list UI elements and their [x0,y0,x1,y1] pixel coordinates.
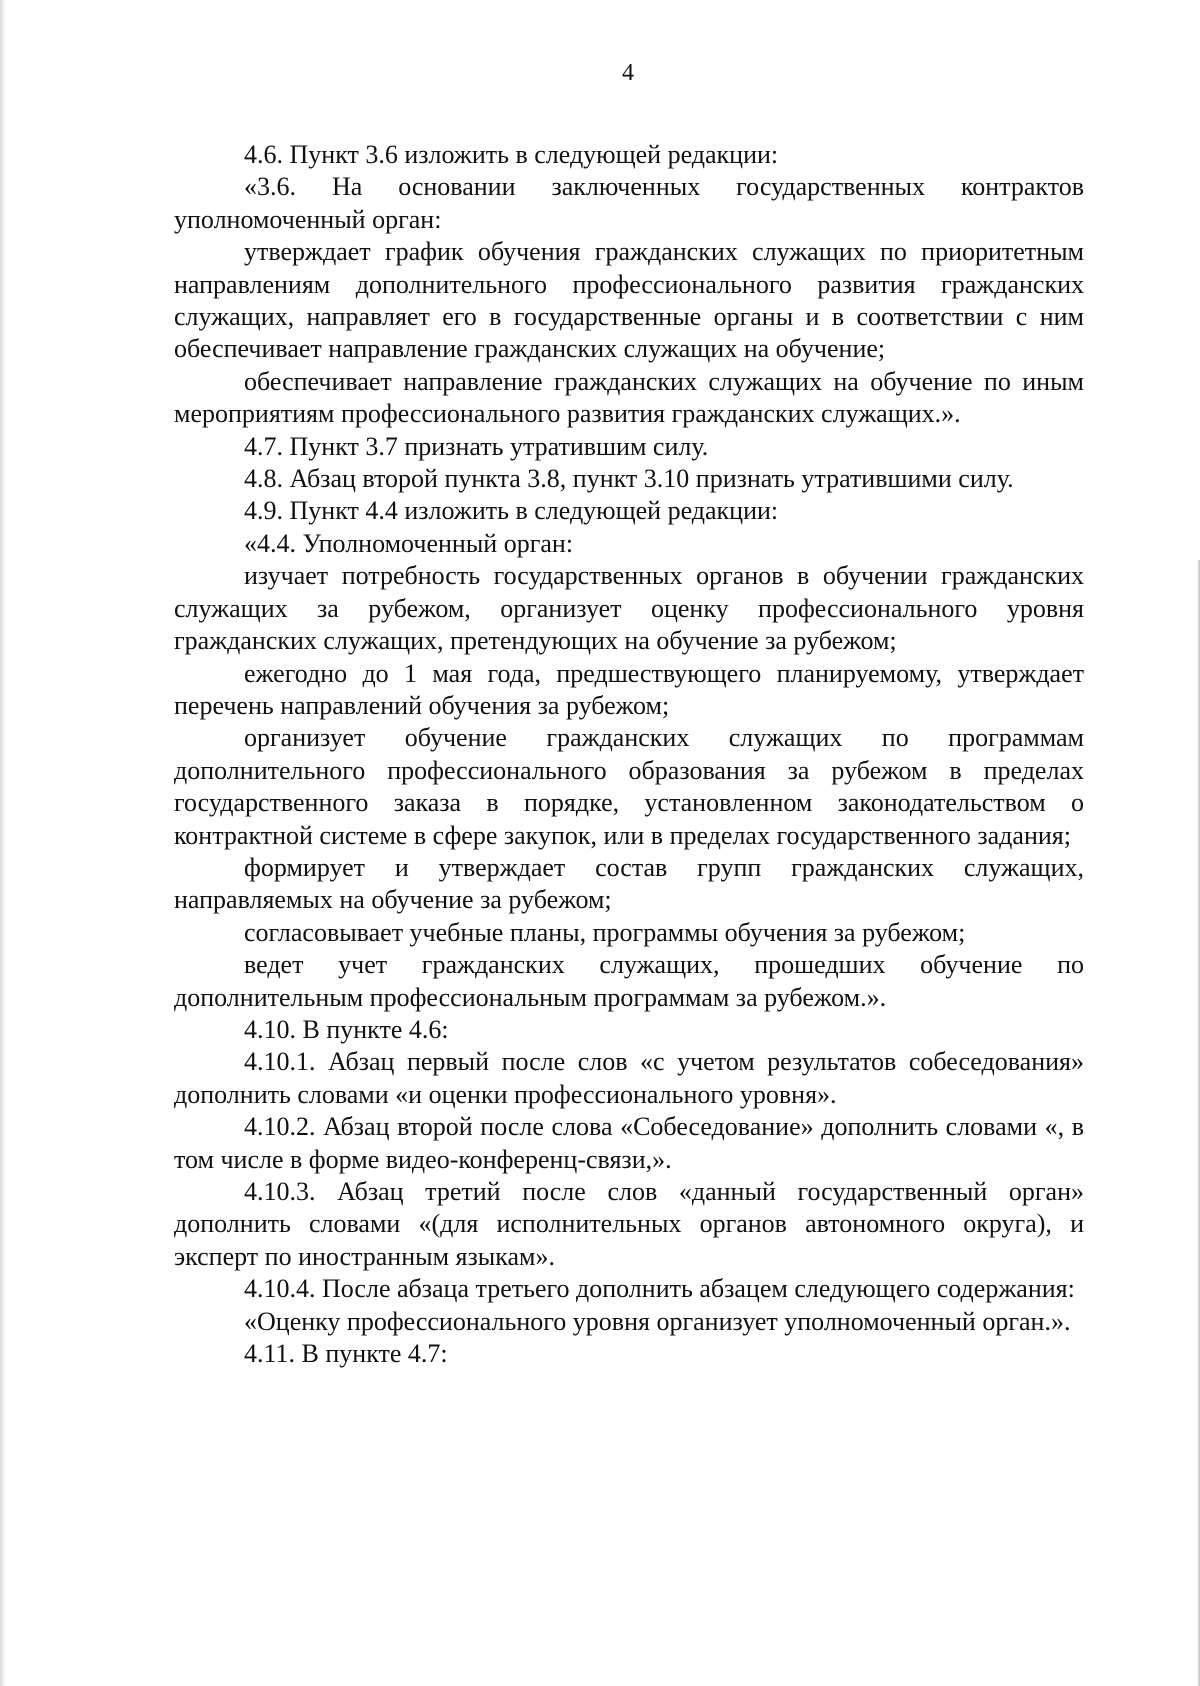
paragraph-4-11: 4.11. В пункте 4.7: [244,1339,448,1369]
document-body [174,139,1084,1370]
paragraph-4-10: 4.10. В пункте 4.6: [244,1014,449,1044]
scan-edge-left [0,0,6,1686]
paragraph-4-8: 4.8. Абзац второй пункта 3.8, пункт 3.10 признать утратившими силу. [244,464,1014,494]
paragraph-assessment-quote: «Оценку профессионального уровня организует уполномоченный орган.». [244,1306,1071,1336]
paragraph-4-4-quote: «4.4. Уполномоченный орган: [244,528,574,558]
paragraph-studies-need: изучает потребность государственных органов в обучении гражданских служащих за рубежом, организует оценку профессионального уровня гражданских служащих, претендующих на обучение за рубежом; [174,561,1084,656]
paragraph-ensures-referral: обеспечивает направление гражданских служащих на обучение по иным мероприятиям профессионального развития гражданских служащих.». [174,366,1084,429]
paragraph-organizes-training: организует обучение гражданских служащих по программам дополнительного профессионального образования за рубежом в пределах государственного заказа в порядке, установленном законодательством о контрактной системе в сфере закупок, или в пределах государственного задания; [174,723,1084,850]
paragraph-4-9: 4.9. Пункт 4.4 изложить в следующей редакции: [244,496,779,526]
paragraph-approves-schedule: утверждает график обучения гражданских служащих по приоритетным направлениям дополнительного профессионального развития гражданских служащих, направляет его в государственные органы и в соответствии с ним обеспечивает направление гражданских служащих на обучение; [174,237,1084,364]
paragraph-forms-groups: формирует и утверждает состав групп гражданских служащих, направляемых на обучение за рубежом; [174,852,1084,915]
page-number: 4 [622,60,634,86]
paragraph-4-6: 4.6. Пункт 3.6 изложить в следующей редакции: [244,140,779,169]
paragraph-4-10-1: 4.10.1. Абзац первый после слов «с учетом результатов собеседования» дополнить словами «и оценки профессионального уровня». [174,1047,1084,1109]
paragraph-keeps-records: ведет учет гражданских служащих, прошедших обучение по дополнительным профессиональным программам за рубежом.». [174,950,1084,1012]
paragraph-agrees-plans: согласовывает учебные планы, программы обучения за рубежом; [244,917,966,947]
paragraph-annually-approves: ежегодно до 1 мая года, предшествующего планируемому, утверждает перечень направлений обучения за рубежом; [174,658,1084,720]
paragraph-4-10-3: 4.10.3. Абзац третий после слов «данный государственный орган» дополнить словами «(для исполнительных органов автономного округа), и эксперт по иностранным языкам». [174,1177,1084,1271]
paragraph-4-7: 4.7. Пункт 3.7 признать утратившим силу. [244,431,709,461]
paragraph-4-10-4: 4.10.4. После абзаца третьего дополнить абзацем следующего содержания: [244,1274,1075,1304]
paragraph-3-6-quote: «3.6. На основании заключенных государственных контрактов уполномоченный орган: [174,172,1084,234]
paragraph-4-10-2: 4.10.2. Абзац второй после слова «Собеседование» дополнить словами «, в том числе в форме видео-конференц-связи,». [174,1112,1084,1174]
